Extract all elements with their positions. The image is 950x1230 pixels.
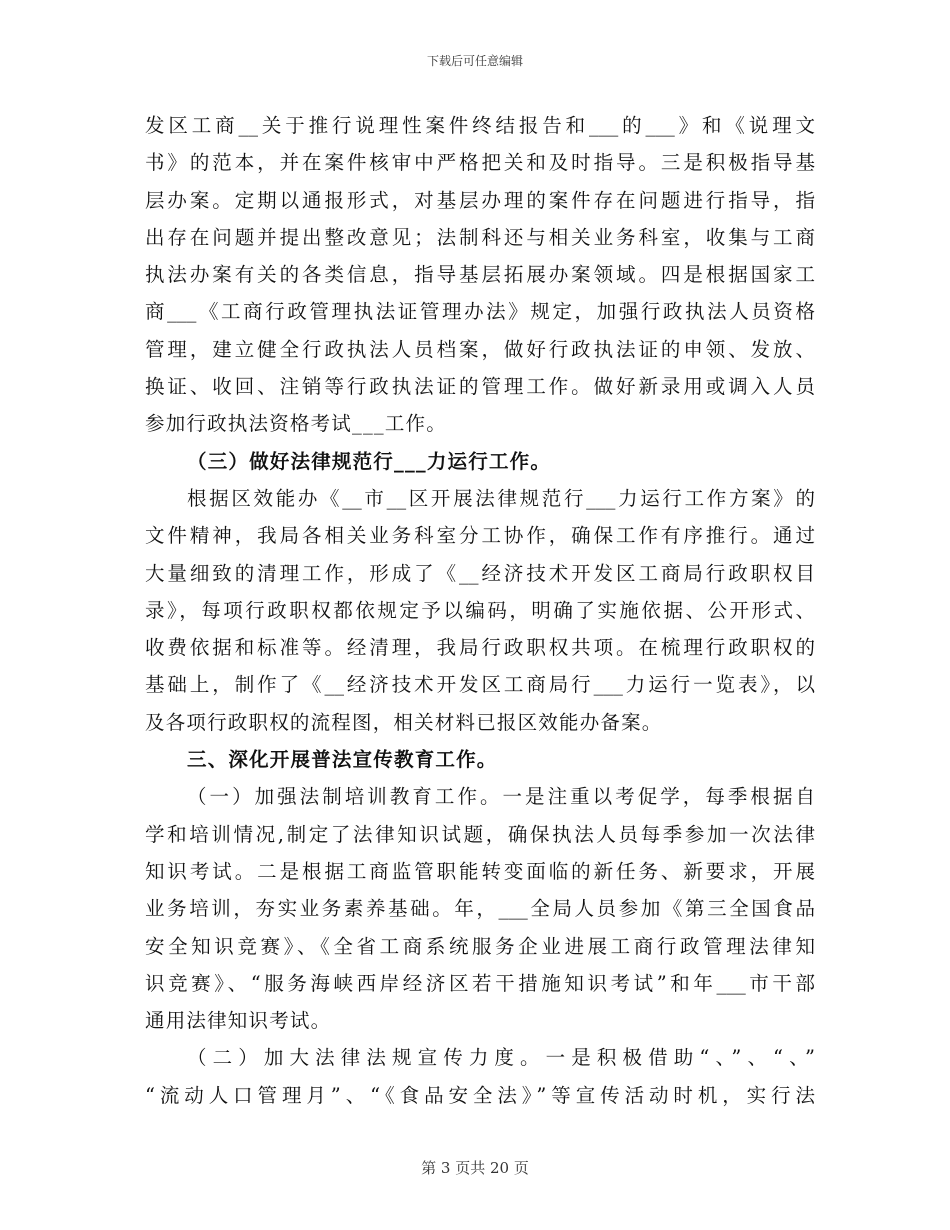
paragraph-line: 知识考试。二是根据工商监管职能转变面临的新任务、新要求，开展 [145, 859, 815, 883]
paragraph-line: 文件精神，我局各相关业务科室分工协作，确保工作有序推行。通过 [145, 524, 815, 548]
paragraph-line: 发区工商__关于推行说理性案件终结报告和___的___》和《说理文 [145, 114, 815, 137]
paragraph-line: 根据区效能办《__市__区开展法律规范行___力运行工作方案》的 [187, 486, 815, 510]
paragraph-line: 及各项行政职权的流程图，相关材料已报区效能办备案。 [145, 710, 663, 734]
paragraph-line: 参加行政执法资格考试___工作。 [145, 412, 447, 436]
section-heading: 三、深化开展普法宣传教育工作。 [187, 748, 498, 772]
paragraph-line: 学和培训情况,制定了法律知识试题，确保执法人员每季参加一次法律 [145, 822, 815, 846]
paragraph-line: （一）加强法制培训教育工作。一是注重以考促学，每季根据自 [187, 785, 815, 809]
paragraph-line: 基础上，制作了《__经济技术开发区工商局行___力运行一览表》，以 [145, 673, 815, 697]
paragraph-line: 换证、收回、注销等行政执法证的管理工作。做好新录用或调入人员 [145, 375, 815, 399]
document-body [145, 107, 815, 1114]
paragraph-line: 层办案。定期以通报形式，对基层办理的案件存在问题进行指导，指 [145, 188, 815, 212]
paragraph-line: 商___《工商行政管理执法证管理办法》规定，加强行政执法人员资格 [145, 300, 815, 324]
page-number: 第 3 页共 20 页 [421, 1159, 529, 1177]
paragraph-line: 通用法律知识考试。 [145, 1009, 332, 1033]
paragraph-line: “流动人口管理月”、“《食品安全法》”等宣传活动时机，实行法 [145, 1083, 815, 1107]
paragraph-line: 识竞赛》、“服务海峡西岸经济区若干措施知识考试”和年___市干部 [145, 971, 815, 995]
paragraph-line: 录》，每项行政职权都依规定予以编码，明确了实施依据、公开形式、 [145, 598, 815, 622]
paragraph-line: 出存在问题并提出整改意见；法制科还与相关业务科室，收集与工商 [145, 225, 815, 249]
paragraph-line: 书》的范本，并在案件核审中严格把关和及时指导。三是积极指导基 [145, 151, 815, 175]
paragraph-line: 业务培训，夯实业务素养基础。年，___全局人员参加《第三全国食品 [145, 897, 815, 921]
paragraph-line: 管理，建立健全行政执法人员档案，做好行政执法证的申领、发放、 [145, 337, 815, 361]
section-heading: （三）做好法律规范行___力运行工作。 [187, 449, 552, 473]
paragraph-line: 大量细致的清理工作，形成了《__经济技术开发区工商局行政职权目 [145, 561, 815, 585]
paragraph-line: （二）加大法律法规宣传力度。一是积极借助“、”、“、” [187, 1046, 815, 1070]
page-header: 下载后可任意编辑 [426, 54, 523, 68]
paragraph-line: 安全知识竞赛》、《全省工商系统服务企业进展工商行政管理法律知 [145, 934, 815, 958]
paragraph-line: 执法办案有关的各类信息，指导基层拓展办案领域。四是根据国家工 [145, 263, 815, 287]
paragraph-line: 收费依据和标准等。经清理，我局行政职权共项。在梳理行政职权的 [145, 636, 815, 660]
